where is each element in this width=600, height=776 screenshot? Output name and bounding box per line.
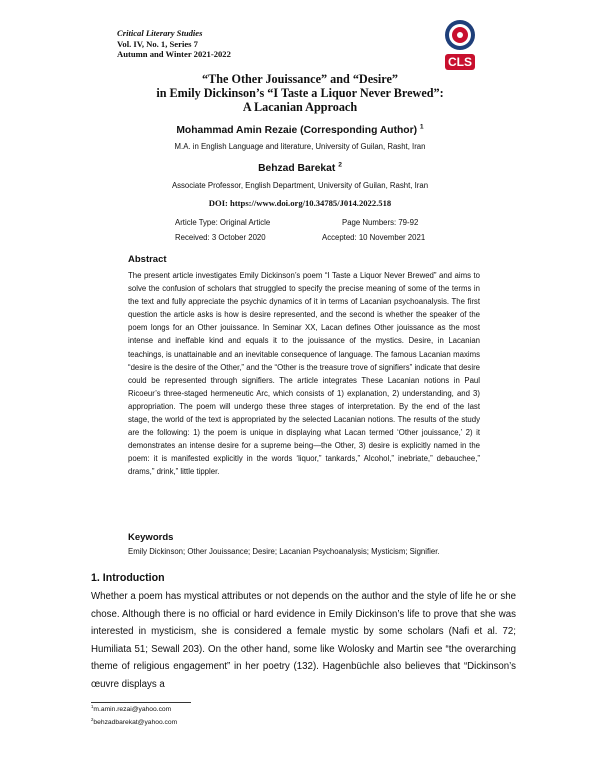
abstract-text: The present article investigates Emily Dickinson’s poem “I Taste a Liquor Never Brewed” and aims to solve the confusion of scholars that struggled to specify the precise meaning of some of the terms in the text and fully appreciate the psychic dynamics of it in terms of Lacanian psychoanalysis. The first question the article asks is how is desire represented, and the second is whether the speaker of the poem longs for an Other jouissance. In Seminar XX, Lacan defines Other jouissance as the most intense and ineffable kind and equals it to the jouissance of the mystics. Desire, in Lacanian teachings, is unattainable and an inevitable consequence of language. The famous Lacanian maxims “desire is the desire of the Other,” and the “Other is the treasure trove of signifiers” indicate that desire could be represented through signifiers. The article integrates These Lacanian notions in Paul Ricoeur’s three-staged hermeneutic Arc, which consists of 1) explanation, 2) understanding, and 3) appropriation. The poem will undergo these three stages of interpretation. By the end of the last stage, the world of the text is appropriated by the selected Lacanian notions. The results of the study are the following: 1) the poem is unique in displaying what Lacan termed ‘Other jouissance,’ 2) it demonstrates an intense desire for a supreme being—the Other, 3) desire is explicitly named in the poem: it is manifested explicitly in the words ‘liquor,” tankards,” Alcohol,” inebriate,” debauchee,” drams,” drink,” little tippler.	[128, 271, 480, 477]
introduction-text: Whether a poem has mystical attributes or not depends on the author and the style of life he or she chose. Although there is no official or hard evidence in Emily Dickinson’s life to prove that she was interested in mysticism, she is considered a female mystic by some scholars (Nafi et al. 72; Humiliata 51; Sewall 203). On the other hand, some like Wolosky and Martin see “the overarching theme of religious engagement” in her poetry (132). Hagenbüchle also believes that “Dickinson’s œuvre displays a	[91, 591, 516, 690]
journal-volume: Vol. IV, No. 1, Series 7	[117, 38, 198, 49]
keywords-text: Emily Dickinson; Other Jouissance; Desire; Lacanian Psychoanalysis; Mysticism; Signifier.	[128, 547, 440, 556]
journal-name: Critical Literary Studies	[117, 28, 203, 38]
logo-dot	[457, 32, 463, 38]
author-1-footnote-mark: 1	[419, 123, 424, 131]
article-type: Article Type: Original Article	[175, 218, 271, 227]
footnote-1-mark: 1	[91, 703, 94, 709]
journal-season: Autumn and Winter 2021-2022	[117, 49, 231, 60]
author-1-name: Mohammad Amin Rezaie (Corresponding Author)	[176, 125, 418, 136]
journal-header	[117, 28, 231, 60]
introduction-heading: 1. Introduction	[91, 572, 165, 584]
footnote-2-email[interactable]: behzadbarekat@yahoo.com	[93, 719, 178, 726]
article-title-line-3: A Lacanian Approach	[242, 100, 358, 114]
journal-logo-graphic	[440, 18, 480, 76]
footnote-2	[91, 716, 178, 726]
author-1-affiliation: M.A. in English Language and literature, University of Guilan, Rasht, Iran	[174, 142, 426, 151]
footnote-1-email[interactable]: m.amin.rezai@yahoo.com	[93, 706, 172, 713]
abstract-heading: Abstract	[128, 254, 167, 265]
accepted-date: Accepted: 10 November 2021	[322, 233, 426, 242]
footnote-2-mark: 2	[91, 716, 94, 722]
article-title-line-2: in Emily Dickinson’s “I Taste a Liquor Never Brewed”:	[156, 86, 444, 100]
author-1	[100, 125, 500, 136]
footnote-divider	[91, 702, 191, 703]
logo-text: CLS	[448, 55, 472, 69]
author-2	[100, 163, 500, 174]
received-date: Received: 3 October 2020	[175, 233, 266, 242]
author-2-name: Behzad Barekat	[258, 163, 336, 174]
page-numbers: Page Numbers: 79-92	[342, 218, 419, 227]
author-2-affiliation: Associate Professor, English Department, University of Guilan, Rasht, Iran	[171, 181, 429, 190]
keywords-heading: Keywords	[128, 532, 174, 543]
footnote-1	[91, 703, 172, 713]
article-title-line-1: “The Other Jouissance” and “Desire”	[202, 72, 398, 86]
doi-link[interactable]: DOI: https://www.doi.org/10.34785/J014.2022.518	[208, 198, 392, 208]
journal-logo	[440, 18, 480, 76]
author-2-footnote-mark: 2	[338, 161, 342, 169]
